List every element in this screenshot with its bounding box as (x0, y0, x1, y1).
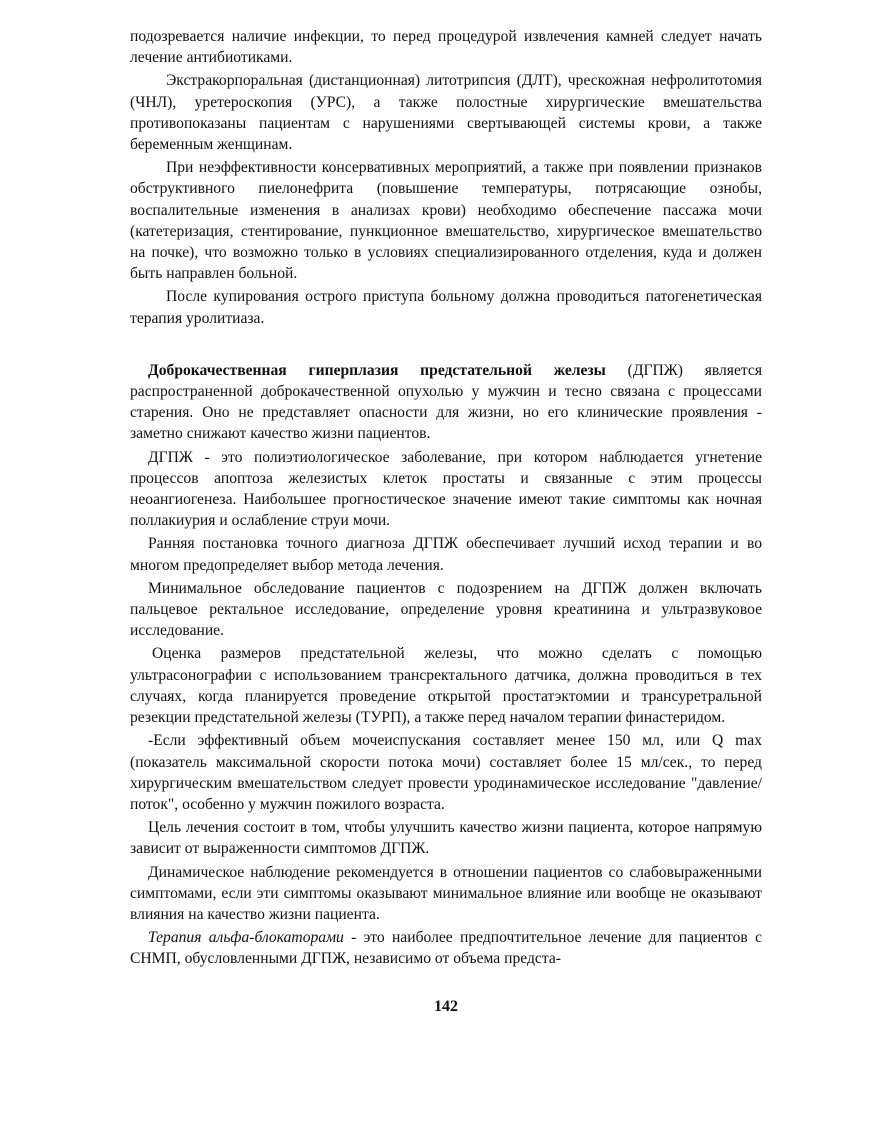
paragraph-text: Оценка размеров предстательной железы, что можно сделать с помощью ультрасонографии с использованием трансректального датчика, должна проводиться в тех случаях, когда планируется проведение открытой простатэктомии и трансуретральной резекции предстательной железы (ТУРП), а также перед началом терапии финастеридом. (130, 645, 762, 727)
paragraph-alpha-blockers (130, 927, 762, 969)
paragraph-obstructive-pyelonephritis (130, 157, 762, 284)
paragraph-early-diagnosis (130, 533, 762, 575)
paragraph-prostate-size (130, 643, 762, 728)
paragraph-contraindications (130, 70, 762, 155)
paragraph-text: (ДГПЖ) является распространенной доброкачественной опухолью у мужчин и тесно связана с процессами старения. Оно не представляет опасности для жизни, но его клинические проявления - заметно снижают качество жизни пациентов. (130, 361, 762, 443)
paragraph-text: - это наиболее предпочтительное лечение для пациентов с СНМП, обусловленными ДГПЖ, независимо от объема предста- (130, 929, 762, 968)
paragraph-minimal-examination (130, 578, 762, 642)
paragraph-text: Цель лечения состоит в том, чтобы улучшить качество жизни пациента, которое напрямую зависит от выраженности симптомов ДГПЖ. (130, 819, 762, 858)
paragraph-text: При неэффективности консервативных мероприятий, а также при появлении признаков обструктивного пиелонефрита (повышение температуры, потрясающие ознобы, воспалительные изменения в анализах крови) необходимо обеспечение пассажа мочи (катетеризация, стентирование, пункционное вмешательство, хирургическое вмешательство на почке), что возможно только в условиях специализированного отделения, куда и должен быть направлен больной. (130, 159, 762, 283)
paragraph-text: Ранняя постановка точного диагноза ДГПЖ обеспечивает лучший исход терапии и во многом предопределяет выбор метода лечения. (130, 535, 762, 574)
paragraph-text: После купирования острого приступа больному должна проводиться патогенетическая терапия уролитиаза. (130, 288, 762, 327)
paragraph-bph-definition (130, 360, 762, 445)
paragraph-text: подозревается наличие инфекции, то перед процедурой извлечения камней следует начать лечение антибиотиками. (130, 28, 762, 67)
paragraph-text: -Если эффективный объем мочеиспускания составляет менее 150 мл, или Q max (показатель максимальной скорости потока мочи) составляет более 15 мл/сек., то перед хирургическим вмешательством следует провести уродинамическое исследование "давление/поток", особенно у мужчин пожилого возраста. (130, 732, 762, 813)
paragraph-antibiotics (130, 26, 762, 68)
paragraph-treatment-goal (130, 817, 762, 859)
page-number: 142 (434, 998, 458, 1015)
paragraph-urodynamics (130, 730, 762, 815)
body-text (130, 26, 762, 970)
paragraph-text: Минимальное обследование пациентов с подозрением на ДГПЖ должен включать пальцевое ректальное исследование, определение уровня креатинина и ультразвуковое исследование. (130, 579, 762, 640)
italic-term: Терапия альфа-блокаторами (148, 929, 344, 947)
paragraph-bph-etiology (130, 447, 762, 532)
paragraph-watchful-waiting (130, 862, 762, 926)
paragraph-text: Динамическое наблюдение рекомендуется в отношении пациентов со слабовыраженными симптомами, если эти симптомы оказывают минимальное влияние или вообще не оказывают влияния на качество жизни пациента. (130, 863, 762, 923)
paragraph-pathogenetic-therapy (130, 286, 762, 328)
paragraph-text: ДГПЖ - это полиэтиологическое заболевание, при котором наблюдается угнетение процессов апоптоза железистых клеток простаты и связанные с этим процессы неоангиогенеза. Наибольшее прогностическое значение имеют такие симптомы как ночная поллакиурия и ослабление струи мочи. (130, 448, 762, 530)
paragraph-text: Экстракорпоральная (дистанционная) литотрипсия (ДЛТ), чрескожная нефролитотомия (ЧНЛ), уретероскопия (УРС), а также полостные хирургические вмешательства противопоказаны пациентам с нарушениями свертывающей системы крови, а также беременным женщинам. (130, 72, 762, 154)
section-term: Доброкачественная гиперплазия предстательной железы (148, 361, 606, 379)
